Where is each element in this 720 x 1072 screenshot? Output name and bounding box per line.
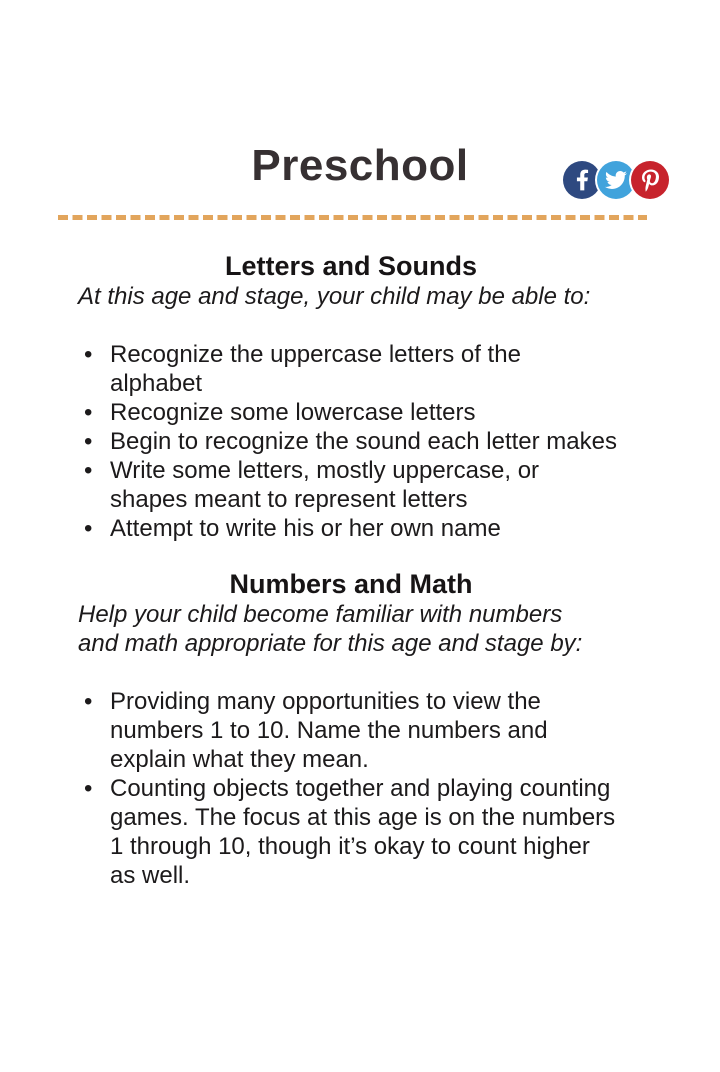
bullet-item: • Recognize the uppercase letters of the alphabet [110,340,618,398]
pinterest-share-button[interactable] [631,161,669,199]
pinterest-icon [642,169,659,192]
section-heading-letters-and-sounds: Letters and Sounds [224,251,478,281]
content-column [78,250,624,890]
social-share-bar [563,161,669,199]
twitter-share-button[interactable] [597,161,635,199]
section-intro-numbers-and-math: Help your child become familiar with numbers and math appropriate for this age and stage by: [78,601,583,657]
section-heading-numbers-and-math: Numbers and Math [229,569,473,599]
bullet-item: • Begin to recognize the sound each letter makes [110,427,618,456]
facebook-icon [576,168,589,192]
section-intro-letters-and-sounds: At this age and stage, your child may be able to: [78,283,591,310]
page [0,140,720,1072]
bullet-item: • Recognize some lowercase letters [110,398,618,427]
bullet-item: • Providing many opportunities to view the numbers 1 to 10. Name the numbers and explain what they mean. [110,687,618,774]
bullet-item: • Counting objects together and playing counting games. The focus at this age is on the numbers 1 through 10, though it’s okay to count higher as well. [110,774,618,890]
bullet-list-letters-and-sounds [78,340,618,543]
dashed-divider [58,215,647,220]
bullet-item: • Write some letters, mostly uppercase, or shapes meant to represent letters [110,456,618,514]
page-title: Preschool [251,141,469,190]
bullet-list-numbers-and-math [78,687,618,890]
bullet-item: • Attempt to write his or her own name [110,514,618,543]
twitter-icon [605,169,627,191]
facebook-share-button[interactable] [563,161,601,199]
